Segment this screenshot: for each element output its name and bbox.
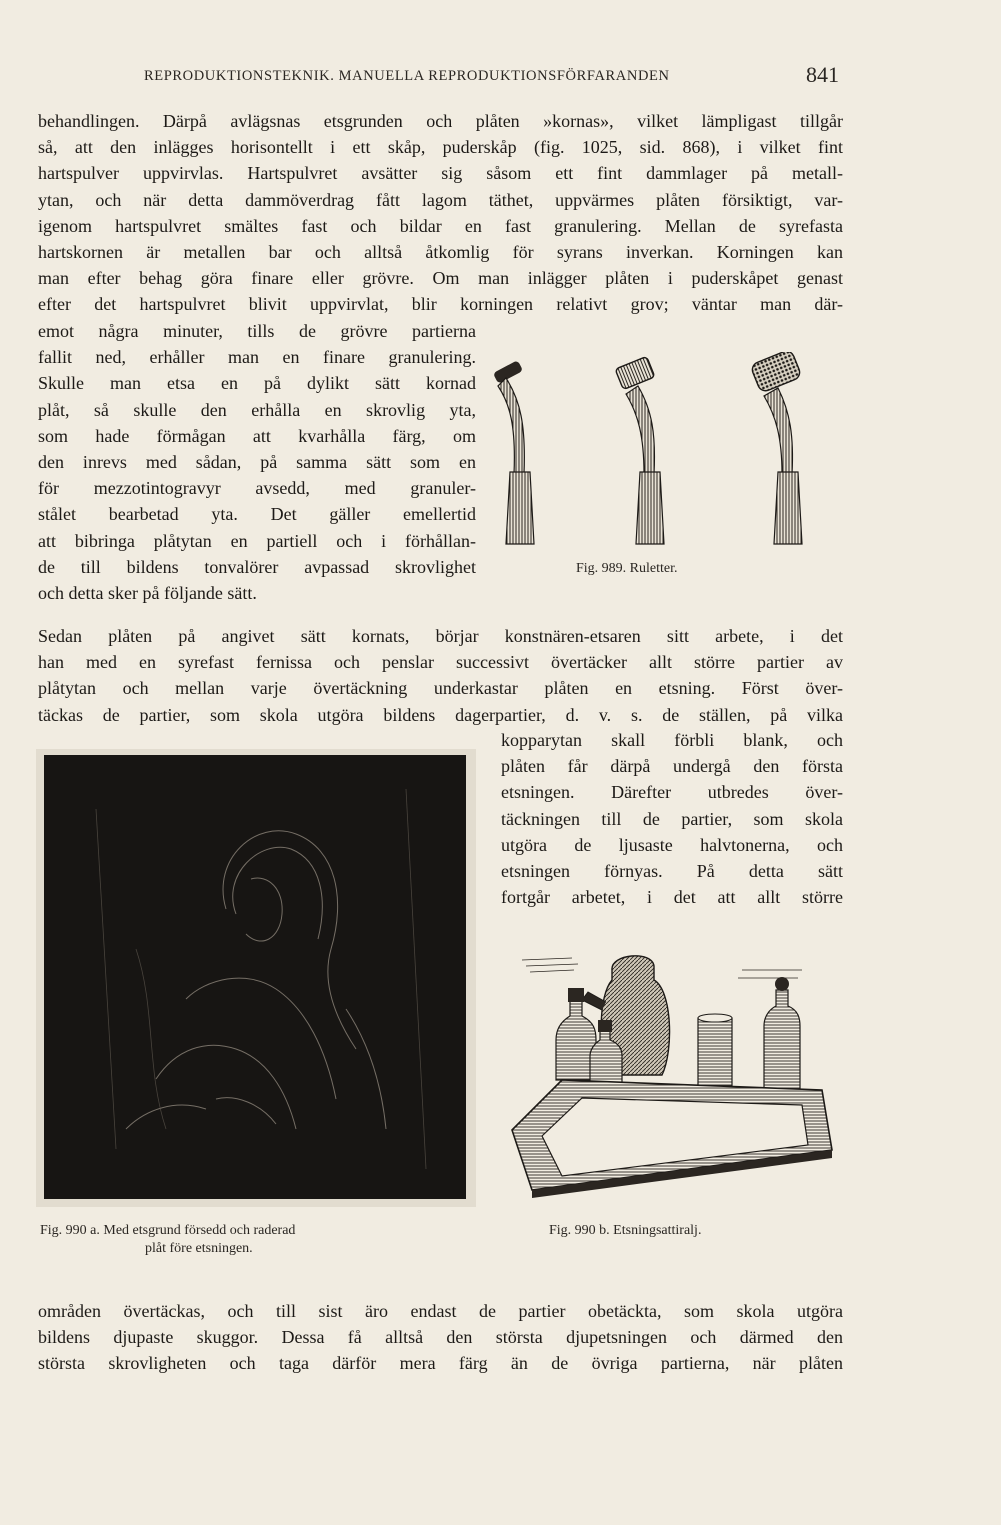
text-line: ytan, och när detta dammöverdrag fått lagom täthet, uppvärmes plåten försiktigt, var-: [38, 189, 843, 210]
text-line: behandlingen. Därpå avlägsnas etsgrunden och plåten »kornas», vilket lämpligast tillgår: [38, 111, 843, 131]
text-line: plåten får därpå undergå den första: [501, 756, 843, 777]
text-line: största skrovligheten och taga därför mera färg än de övriga partierna, när plåten: [38, 1353, 843, 1374]
text-line: man efter behag göra finare eller grövre. Om man inlägger plåten i puderskåpet genast: [38, 268, 843, 289]
roulette-tool-1: [493, 360, 534, 544]
etching-equipment-illustration: [502, 940, 842, 1205]
text-line: plåtytan och mellan varje övertäckning underkastar plåten en etsning. Först över-: [38, 678, 843, 699]
text-line: att bibringa plåtytan en partiell och i förhållan-: [38, 530, 476, 551]
figure-989-caption: Fig. 989. Ruletter.: [576, 561, 678, 576]
text-line: hartskornen är metallen bar och alltså åtkomlig för syrans inverkan. Korningen kan: [38, 241, 843, 262]
text-line: så, att den inlägges horisontellt i ett skåp, puderskåp (fig. 1025, sid. 868), i vilket fint: [38, 137, 843, 158]
text-line: utgöra de ljusaste halvtonerna, och: [501, 834, 843, 855]
figure-990b-equipment: [502, 940, 842, 1205]
text-line: de till bildens tonvalörer avpassad skrovlighet: [38, 556, 476, 577]
paragraph-3-full: [38, 1298, 843, 1377]
text-line: kopparytan skall förbli blank, och: [501, 730, 843, 750]
text-line: fortgår arbetet, i det att allt större: [501, 887, 843, 908]
roulette-tool-2: [615, 356, 664, 544]
text-line: emot några minuter, tills de grövre partierna: [38, 321, 476, 341]
paragraph-2-narrow: [501, 727, 843, 910]
text-line: områden övertäckas, och till sist äro endast de partier obetäckta, som skola utgöra: [38, 1301, 843, 1321]
text-line: och detta sker på följande sätt.: [38, 582, 257, 603]
text-line: täckas de partier, som skola utgöra bildens dagerpartier, d. v. s. de ställen, på vilka: [38, 704, 843, 725]
text-line: efter det hartspulvret blivit uppvirvlat, blir korningen relativt grov; väntar man där-: [38, 294, 843, 315]
text-line: den inrevs med sådan, på samma sätt som en: [38, 451, 476, 472]
text-line: Skulle man etsa en på dylikt sätt kornad: [38, 373, 476, 394]
text-line: bildens djupaste skuggor. Dessa få alltså den största djupetsningen och därmed den: [38, 1327, 843, 1348]
figure-990a-caption-line-2: plåt före etsningen.: [145, 1241, 253, 1256]
text-line: Sedan plåten på angivet sätt kornats, börjar konstnären-etsaren sitt arbete, i det: [38, 626, 843, 646]
text-line: täckningen till de partier, som skola: [501, 808, 843, 829]
running-head: REPRODUKTIONSTEKNIK. MANUELLA REPRODUKTIONSFÖRFARANDEN: [144, 68, 670, 84]
text-line: etsningen förnyas. På detta sätt: [501, 860, 843, 881]
roulette-tools-illustration: [488, 352, 840, 548]
figure-990a-plate: [36, 749, 476, 1207]
text-line: hartspulver uppvirvlas. Hartspulvret avsätter sig såsom ett fint dammlager på metall-: [38, 163, 843, 184]
text-line: han med en syrefast fernissa och penslar successivt övertäcker allt större partier av: [38, 652, 843, 673]
page-number: 841: [806, 62, 839, 87]
figure-990b-caption: Fig. 990 b. Etsningsattiralj.: [549, 1223, 702, 1238]
text-line: igenom hartspulvret smältes fast och bildar en fast granulering. Mellan de syrefasta: [38, 215, 843, 236]
text-line: som hade förmågan att kvarhålla färg, om: [38, 425, 476, 446]
text-line: etsningen. Därefter utbredes över-: [501, 782, 843, 803]
page-header: [0, 62, 1001, 92]
text-line: fallit ned, erhåller man en finare granulering.: [38, 347, 476, 368]
figure-989-roulettes: [488, 352, 840, 548]
paragraph-1-narrow: [38, 318, 476, 606]
paragraph-1-full: [38, 108, 843, 318]
paragraph-2-full: [38, 623, 843, 728]
roulette-tool-3: [750, 352, 802, 544]
figure-990a-caption-line-1: Fig. 990 a. Med etsgrund försedd och raderad: [40, 1223, 296, 1238]
text-line: för mezzotintogravyr avsedd, med granuler-: [38, 478, 476, 499]
text-line: stålet bearbetad yta. Det gäller emellertid: [38, 504, 476, 525]
etched-plate-illustration: [36, 749, 476, 1207]
text-line: plåt, så skulle den erhålla en skrovlig yta,: [38, 399, 476, 420]
